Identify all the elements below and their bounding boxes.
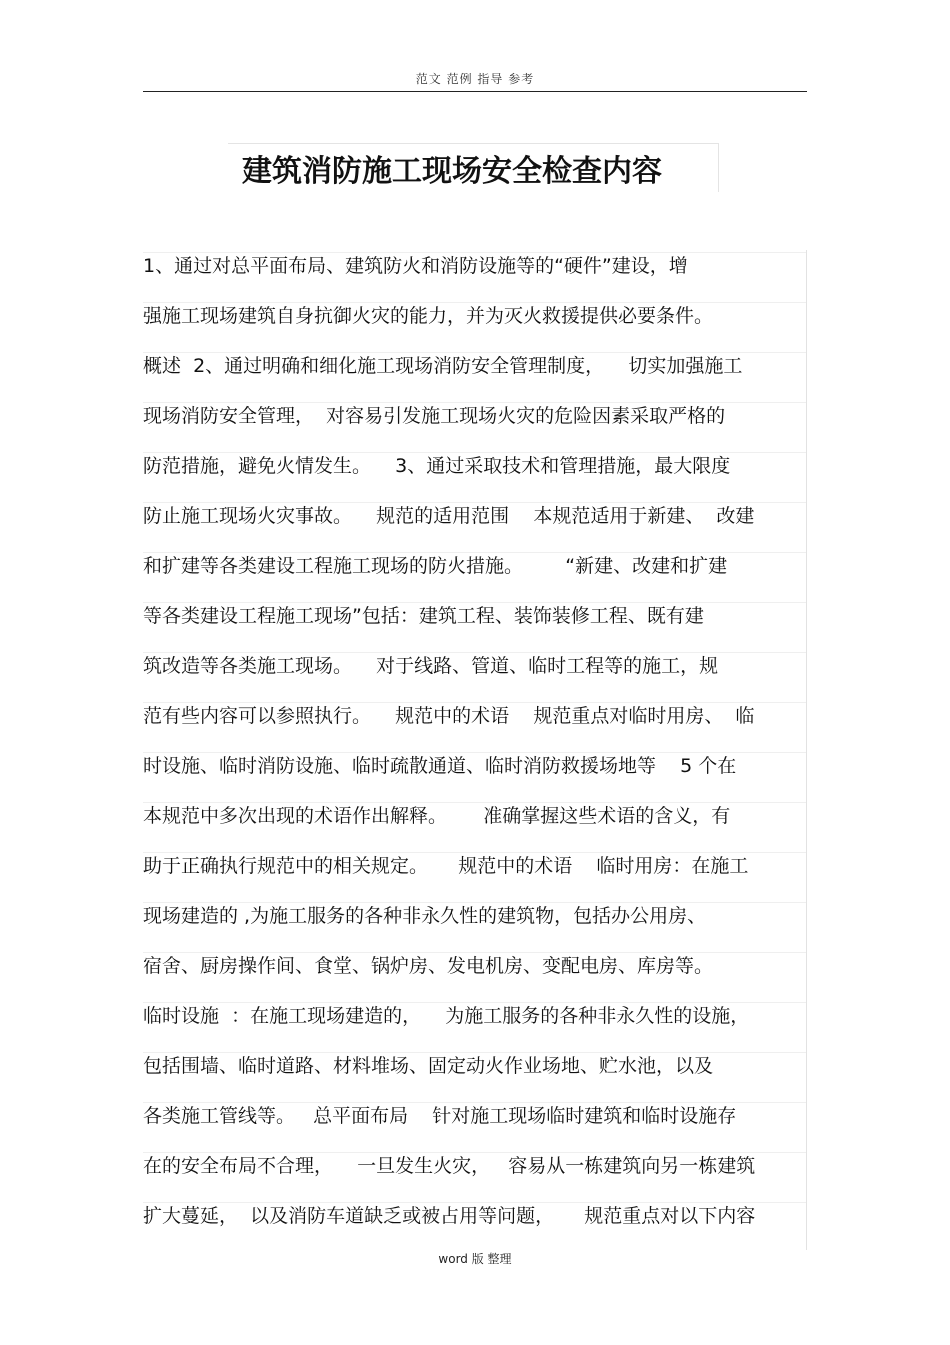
body-line: 概述 2、通过明确和细化施工现场消防安全管理制度， 切实加强施工 — [143, 350, 807, 400]
body-line: 范有些内容可以参照执行。 规范中的术语 规范重点对临时用房、 临 — [143, 700, 807, 750]
body-line: 防止施工现场火灾事故。 规范的适用范围 本规范适用于新建、 改建 — [143, 500, 807, 550]
body-line: 各类施工管线等。 总平面布局 针对施工现场临时建筑和临时设施存 — [143, 1100, 807, 1150]
body-line: 和扩建等各类建设工程施工现场的防火措施。 “新建、改建和扩建 — [143, 550, 807, 600]
body-line: 助于正确执行规范中的相关规定。 规范中的术语 临时用房：在施工 — [143, 850, 807, 900]
body-line: 现场消防安全管理， 对容易引发施工现场火灾的危险因素采取严格的 — [143, 400, 807, 450]
body-line: 强施工现场建筑自身抗御火灾的能力，并为灭火救援提供必要条件。 — [143, 300, 807, 350]
body-line: 1、通过对总平面布局、建筑防火和消防设施等的“硬件”建设，增 — [143, 250, 807, 300]
header-divider — [143, 91, 807, 92]
page-header: 范文 范例 指导 参考 — [415, 72, 535, 86]
body-text — [143, 250, 807, 1250]
body-line: 包括围墙、临时道路、材料堆场、固定动火作业场地、贮水池，以及 — [143, 1050, 807, 1100]
body-line: 筑改造等各类施工现场。 对于线路、管道、临时工程等的施工，规 — [143, 650, 807, 700]
body-line: 现场建造的 ,为施工服务的各种非永久性的建筑物，包括办公用房、 — [143, 900, 807, 950]
body-line: 防范措施，避免火情发生。 3、通过采取技术和管理措施，最大限度 — [143, 450, 807, 500]
body-line: 等各类建设工程施工现场”包括：建筑工程、装饰装修工程、既有建 — [143, 600, 807, 650]
page-footer: word 版 整理 — [438, 1252, 512, 1266]
document-title: 建筑消防施工现场安全检查内容 — [242, 154, 662, 189]
body-line: 时设施、临时消防设施、临时疏散通道、临时消防救援场地等 5 个在 — [143, 750, 807, 800]
body-line: 本规范中多次出现的术语作出解释。 准确掌握这些术语的含义，有 — [143, 800, 807, 850]
body-line: 临时设施 ：在施工现场建造的， 为施工服务的各种非永久性的设施， — [143, 1000, 807, 1050]
body-line: 在的安全布局不合理， 一旦发生火灾， 容易从一栋建筑向另一栋建筑 — [143, 1150, 807, 1200]
body-line: 宿舍、厨房操作间、食堂、锅炉房、发电机房、变配电房、库房等。 — [143, 950, 807, 1000]
body-line: 扩大蔓延， 以及消防车道缺乏或被占用等问题， 规范重点对以下内容 — [143, 1200, 807, 1250]
